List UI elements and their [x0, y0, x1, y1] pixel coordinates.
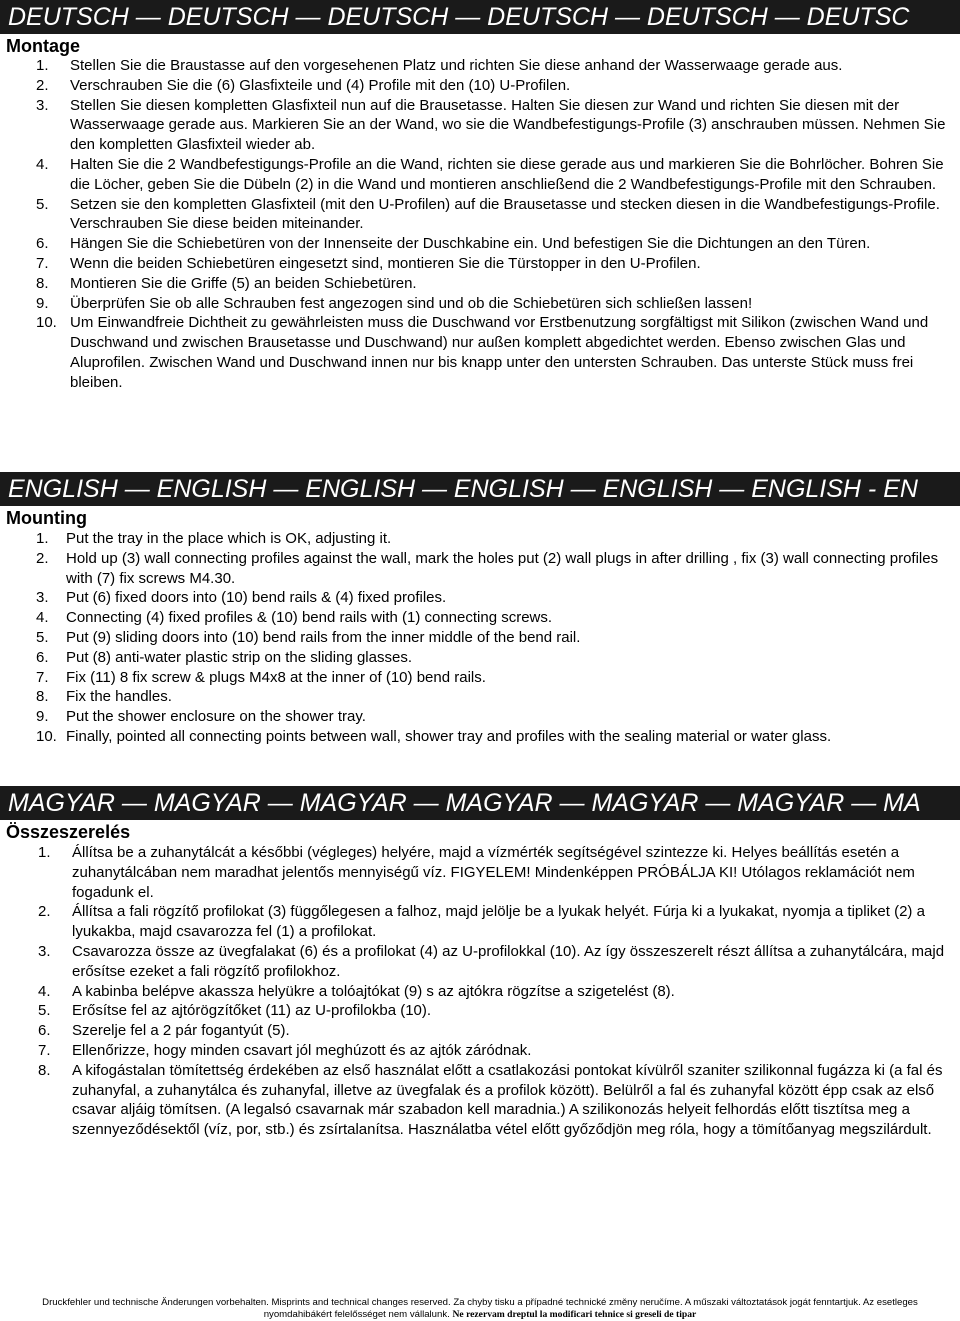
- step-item: [0, 234, 960, 254]
- step-number: 5.: [36, 628, 49, 646]
- steps-list-magyar: [0, 843, 960, 1140]
- step-text: Halten Sie die 2 Wandbefestigungs-Profile an die Wand, richten sie diese gerade aus und markieren Sie die Bohrlöcher. Bohren Sie die Löcher, geben Sie die Dübeln (2) in die Wand und montieren anschließend die 2 Wandbefestigungs-Profile mit den Schrauben.: [70, 155, 944, 193]
- banner-magyar: MAGYAR — MAGYAR — MAGYAR — MAGYAR — MAGYAR — MAGYAR — MA: [0, 786, 960, 820]
- step-text: Ellenőrizze, hogy minden csavart jól meghúzott és az ajtók záródnak.: [72, 1041, 532, 1059]
- step-text: Put the shower enclosure on the shower tray.: [66, 708, 366, 726]
- footer-line-2: [0, 1309, 960, 1321]
- step-text: Put (8) anti-water plastic strip on the sliding glasses.: [66, 648, 412, 666]
- step-text: Fix (11) 8 fix screw & plugs M4x8 at the inner of (10) bend rails.: [66, 668, 486, 686]
- step-text: Wenn die beiden Schiebetüren eingesetzt sind, montieren Sie die Türstopper in den U-Profilen.: [70, 254, 701, 272]
- step-text: Setzen sie den kompletten Glasfixteil (mit den U-Profilen) auf die Brausetasse und stecken diesen in die Wandbefestigungs-Profile. Verschrauben Sie diese beiden miteinander.: [70, 195, 940, 233]
- step-number: 6.: [38, 1022, 51, 1040]
- step-text: Csavarozza össze az üvegfalakat (6) és a profilokat (4) az U-profilokkal (10). Az így összeszerelt részt állítsa a zuhanytálcára, majd erősítse ezeket a fali rögzítő profilokhoz.: [72, 942, 945, 980]
- step-number: 9.: [36, 294, 49, 312]
- step-number: 1.: [36, 57, 49, 74]
- step-number: 8.: [36, 688, 49, 706]
- step-item: [0, 254, 960, 274]
- step-item: [0, 588, 960, 608]
- step-number: 7.: [36, 668, 49, 686]
- step-number: 3.: [36, 96, 49, 114]
- step-text: Um Einwandfreie Dichtheit zu gewährleisten muss die Duschwand vor Erstbenutzung sorgfältigst mit Silikon (zwischen Wand und Duschwand und zwischen Brausetasse und Duschwand) nur außen komplett abgedichtet werden. Ebenso zwischen Glas und Aluprofilen. Zwischen Wand und Duschwand innen nur bis knapp unter den untersten Schrauben. Das unterste Stück muss frei bleiben.: [70, 314, 929, 391]
- step-text: Stellen Sie die Braustasse auf den vorgesehenen Platz und richten Sie diese anhand der Wasserwaage gerade aus.: [70, 57, 843, 74]
- step-number: 4.: [36, 155, 49, 173]
- steps-list-english: [0, 529, 960, 747]
- step-number: 2.: [36, 549, 49, 567]
- step-text: Connecting (4) fixed profiles & (10) bend rails with (1) connecting screws.: [66, 609, 553, 627]
- step-number: 2.: [38, 903, 51, 921]
- step-item: [0, 608, 960, 628]
- step-text: Put (6) fixed doors into (10) bend rails & (4) fixed profiles.: [66, 589, 447, 607]
- step-text: Szerelje fel a 2 pár fogantyút (5).: [72, 1022, 290, 1040]
- step-number: 1.: [36, 530, 49, 547]
- step-number: 6.: [36, 648, 49, 666]
- step-item: [0, 549, 960, 589]
- step-text: Hold up (3) wall connecting profiles against the wall, mark the holes put (2) wall plugs in after drilling , fix (3) wall connecting profiles with (7) fix screws M4.30.: [66, 549, 939, 587]
- step-item: [0, 687, 960, 707]
- step-item: [0, 982, 960, 1002]
- step-text: Stellen Sie diesen kompletten Glasfixteil nun auf die Brausetasse. Halten Sie diesen zur Wand und richten Sie diesen mit der Wasserwaage gerade aus. Markieren Sie an der Wand, wo sie die Wandbefestigungs-Profile (3) anschrauben müssen. Nehmen Sie den kompletten Glasfixteil wieder ab.: [70, 96, 946, 154]
- step-item: [0, 668, 960, 688]
- step-number: 3.: [36, 589, 49, 607]
- step-text: A kabinba belépve akassza helyükre a tolóajtókat (9) s az ajtókra rögzítse a szigetelést (8).: [72, 982, 675, 1000]
- step-number: 7.: [38, 1041, 51, 1059]
- step-item: [0, 76, 960, 96]
- footer-disclaimer: [0, 1297, 960, 1321]
- heading-mounting: Mounting: [6, 508, 87, 528]
- step-number: 6.: [36, 235, 49, 253]
- step-number: 2.: [36, 76, 49, 94]
- step-text: Finally, pointed all connecting points between wall, shower tray and profiles with the sealing material or water glass.: [66, 727, 832, 745]
- step-text: Állítsa be a zuhanytálcát a későbbi (végleges) helyére, majd a vízmérték segítségével szintezze ki. Helyes beállítás esetén a zuhanytálcában nem maradhat jelentős mennyiségű víz. FIGYELEM! Mindenképpen PRÓBÁLJA KI! Utólagos reklamációt nem fogadunk el.: [72, 844, 915, 901]
- footer-line-2-romanian: Ne rezervam dreptul la modificari tehnice si greseli de tipar: [452, 1309, 697, 1320]
- step-item: [0, 529, 960, 549]
- step-text: Erősítse fel az ajtórögzítőket (11) az U-profilokba (10).: [72, 1002, 432, 1020]
- heading-montage: Montage: [6, 36, 80, 56]
- step-item: [0, 628, 960, 648]
- banner-deutsch: DEUTSCH — DEUTSCH — DEUTSCH — DEUTSCH — DEUTSCH — DEUTSC: [0, 0, 960, 34]
- step-number: 7.: [36, 254, 49, 272]
- step-text: A kifogástalan tömítettség érdekében az első használat előtt a csatlakozási pontokat kívülről szaniter szilikonnal fugázza ki (a fal és zuhanyfal, a zuhanytálca és zuhanyfal, illetve az üvegfalak és a profilok között). Belülről a fal és zuhanyfal között épp csak az első csavar aljáig tömítsen. (A legalsó csavarnak már szabadon kell maradnia.) A szilikonozás helyeit felhordás előtt tisztítsa meg a szennyeződésektől (víz, por, stb.) és zsírtalanítsa. Használatba vétel előtt győződjön meg róla, hogy a tömítőanyag megszilárdult.: [72, 1061, 943, 1139]
- step-number: 5.: [38, 1002, 51, 1020]
- step-item: [0, 1061, 960, 1140]
- step-item: [0, 902, 960, 942]
- step-item: [0, 274, 960, 294]
- step-text: Hängen Sie die Schiebetüren von der Innenseite der Duschkabine ein. Und befestigen Sie die Dichtungen an den Türen.: [70, 235, 871, 253]
- step-item: [0, 942, 960, 982]
- footer-line-1: Druckfehler und technische Änderungen vorbehalten. Misprints and technical changes reserved. Za chyby tisku a případné technické změny neručíme. A műszaki változtatások jogát fenntartjuk. Az esetleges: [42, 1297, 918, 1308]
- step-number: 3.: [38, 942, 51, 960]
- step-item: [0, 843, 960, 902]
- step-number: 1.: [38, 844, 51, 861]
- step-item: [0, 313, 960, 392]
- step-item: [0, 727, 960, 747]
- steps-list-deutsch: [0, 56, 960, 393]
- step-number: 4.: [36, 609, 49, 627]
- step-text: Montieren Sie die Griffe (5) an beiden Schiebetüren.: [70, 274, 417, 292]
- step-item: [0, 56, 960, 76]
- step-text: Verschrauben Sie die (6) Glasfixteile und (4) Profile mit den (10) U-Profilen.: [70, 76, 571, 94]
- banner-english: ENGLISH — ENGLISH — ENGLISH — ENGLISH — ENGLISH — ENGLISH - EN: [0, 472, 960, 506]
- step-number: 10.: [36, 314, 57, 332]
- step-text: Put the tray in the place which is OK, adjusting it.: [66, 530, 392, 547]
- step-item: [0, 155, 960, 195]
- step-item: [0, 195, 960, 235]
- step-item: [0, 1001, 960, 1021]
- step-text: Überprüfen Sie ob alle Schrauben fest angezogen sind und ob die Schiebetüren sich schließen lassen!: [70, 294, 753, 312]
- heading-osszeszereles: Összeszerelés: [6, 822, 131, 842]
- step-number: 8.: [36, 274, 49, 292]
- step-item: [0, 1021, 960, 1041]
- step-number: 9.: [36, 708, 49, 726]
- step-text: Fix the handles.: [66, 688, 172, 706]
- step-text: Állítsa a fali rögzítő profilokat (3) függőlegesen a falhoz, majd jelölje be a lyukak helyét. Fúrja ki a lyukakat, nyomja a tipliket (2) a lyukakba, majd csavarozza fel (1) a profilokat.: [72, 903, 925, 941]
- step-item: [0, 96, 960, 155]
- step-item: [0, 294, 960, 314]
- step-item: [0, 1041, 960, 1061]
- footer-line-2-hungarian: nyomdahibákért felelősséget nem vállalunk.: [263, 1309, 450, 1320]
- step-number: 8.: [38, 1061, 51, 1079]
- step-number: 10.: [36, 727, 57, 745]
- step-number: 4.: [38, 982, 51, 1000]
- step-item: [0, 648, 960, 668]
- step-number: 5.: [36, 195, 49, 213]
- step-text: Put (9) sliding doors into (10) bend rails from the inner middle of the bend rail.: [66, 628, 581, 646]
- step-item: [0, 707, 960, 727]
